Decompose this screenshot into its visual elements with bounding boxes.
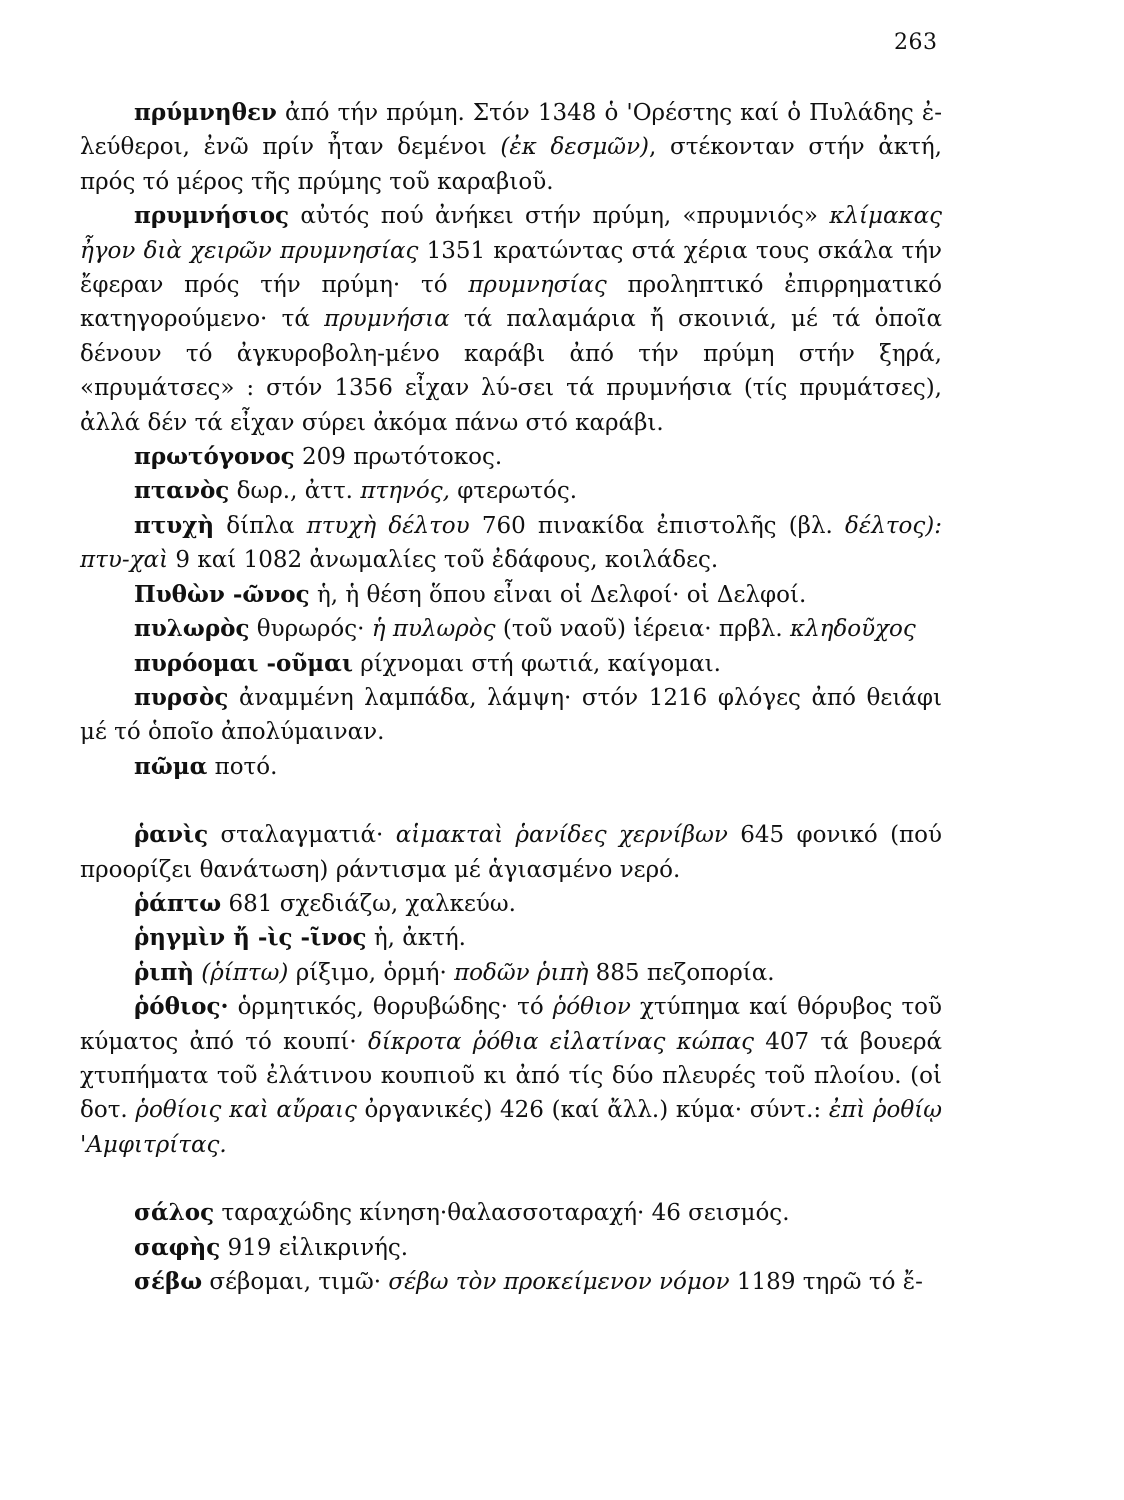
entry-headword: πῶμα (134, 752, 208, 780)
entry-quote: ῥόθιον (552, 994, 631, 1021)
entry-quote: δίκροτα ῥόθια εἰλατίνας κώπας (367, 1028, 755, 1055)
entry-text: 1189 τηρῶ τό ἔ- (729, 1269, 923, 1295)
glossary-text (80, 96, 942, 1299)
entry-quote: κληδοῦχος (790, 616, 916, 643)
entry-quote: ποδῶν ῥιπὴ (454, 959, 589, 986)
entry-text: ταραχώδης κίνηση·θαλασσοταραχή· 46 σεισμός. (214, 1200, 790, 1227)
entry-quote: (ἐκ δεσμῶν) (500, 134, 650, 161)
entry-text: τά παλαμάρια ἤ σκοινιά, μέ τά ὁποῖα δένουν τό ἀγκυροβολη-μένο καράβι ἀπό τήν πρύμη στήν ξηρά, «πρυμάτσες» : στόν 1356 εἶχαν λύ-σει τά πρυμνήσια (τίς πρυμάτσες), ἀλλά δέν τά εἶχαν σύρει ἀκόμα πάνω στό καράβι. (80, 306, 942, 436)
entry-headword: Πυθὼν -ῶνος (134, 580, 310, 608)
entry-quote: (ῥίπτω) (201, 959, 289, 986)
entry-quote: σέβω τὸν προκείμενον νόμον (388, 1269, 730, 1295)
glossary-entry (80, 647, 942, 681)
entry-text: 407 τά βουερά χτυπήματα τοῦ ἐλάτινου κουπιοῦ κι ἀπό τίς δύο πλευρές τοῦ πλοίου. (οἱ δοτ. (80, 1028, 943, 1124)
entry-text: ποτό. (207, 753, 278, 780)
glossary-entry (80, 818, 942, 887)
entry-text: 9 καί 1082 ἀνωμαλίες τοῦ ἐδάφους, κοιλάδες. (168, 547, 719, 574)
entry-headword: ῥανὶς (134, 821, 209, 849)
entry-text: 1351 κρατώντας στά χέρια τους σκάλα τήν ἔφεραν πρός τήν πρύμη· τό (80, 237, 942, 299)
entry-headword: πρωτόγονος (134, 443, 295, 471)
entry-headword: σέβω (134, 1268, 203, 1295)
entry-text: αὐτός πού ἀνήκει στήν πρύμη, «πρυμνιός» (289, 203, 830, 230)
entry-text: θυρωρός· (249, 616, 372, 643)
glossary-entry (80, 887, 942, 921)
glossary-entry (80, 921, 942, 955)
glossary-entry (80, 1231, 942, 1265)
entry-text: 209 πρωτότοκος. (294, 444, 503, 471)
entry-quote: κλίμακας ἦγον διὰ χειρῶν πρυμνησίας (80, 203, 942, 264)
entry-text: ἀπό τήν πρύμη. Στόν 1348 ὁ 'Ορέστης καί ὁ Πυλάδης ἐ-λεύθεροι, ἐνῶ πρίν ἦταν δεμένοι (80, 100, 942, 161)
entry-text: ὁρμητικός, θορυβώδης· τό (228, 994, 553, 1021)
entry-text: ἀναμμένη λαμπάδα, λάμψη· στόν 1216 φλόγες ἀπό θειάφι μέ τό ὁποῖο ἀπολύμαιναν. (80, 684, 942, 746)
entry-quote: ἡ πυλωρὸς (371, 616, 496, 643)
page-number: 263 (894, 30, 938, 55)
entry-headword: πρύμνηθεν (134, 99, 277, 126)
entry-text: δωρ., ἀττ. (229, 478, 361, 505)
glossary-entry (80, 990, 942, 1162)
glossary-entry (80, 612, 942, 646)
entry-text: 885 πεζοπορία. (588, 959, 775, 986)
glossary-entry (80, 509, 942, 578)
entry-text: ρίχνομαι στή φωτιά, καίγομαι. (352, 650, 721, 677)
entry-text: ὀργανικές) 426 (καί ἄλλ.) κύμα· σύντ.: (356, 1097, 829, 1124)
glossary-entry (80, 199, 942, 440)
entry-quote: αἱμακταὶ ῥανίδες χερνίβων (395, 822, 728, 849)
glossary-entry (80, 96, 942, 199)
entry-text: σταλαγματιά· (208, 822, 396, 849)
glossary-entry (80, 578, 942, 612)
entry-quote: ἐπὶ ῥοθίῳ 'Αμφιτρίτας. (80, 1097, 942, 1158)
entry-headword: ῥηγμὶν ἤ -ὶς -ῖνος (134, 924, 367, 952)
entry-headword: πρυμνήσιος (134, 202, 290, 230)
glossary-entry (80, 956, 942, 990)
entry-quote: ῥοθίοις καὶ αὔραις (135, 1097, 357, 1124)
entry-text: ρίξιμο, ὁρμή· (288, 959, 455, 986)
entry-text: δίπλα (214, 512, 307, 539)
glossary-entry (80, 681, 942, 750)
entry-headword: σάλος (134, 1199, 215, 1227)
glossary-entry (80, 1196, 942, 1230)
entry-text: ἡ, ἀκτή. (366, 925, 466, 952)
entry-text: 681 σχεδιάζω, χαλκεύω. (221, 890, 516, 917)
entry-text: 919 εἰλικρινής. (220, 1234, 409, 1261)
entry-text: φτερωτός. (449, 478, 578, 505)
entry-text: ἡ, ἡ θέση ὅπου εἶναι οἱ Δελφοί· οἱ Δελφοί. (309, 581, 807, 608)
entry-quote: πτηνός, (360, 478, 450, 505)
entry-text: σέβομαι, τιμῶ· (202, 1269, 389, 1295)
entry-quote: πτυχὴ δέλτου (306, 512, 470, 539)
glossary-entry (80, 440, 942, 474)
entry-quote: πρυμνησίας (468, 272, 607, 299)
entry-headword: ῥάπτω (134, 889, 222, 917)
entry-text: 645 φονικό (πού προορίζει θανάτωση) ράντισμα μέ ἁγιασμένο νερό. (80, 822, 942, 883)
entry-headword: πυλωρὸς (134, 615, 250, 643)
entry-text: 760 πινακίδα ἐπιστολῆς (βλ. (469, 512, 846, 539)
entry-text: (τοῦ ναοῦ) ἱέρεια· πρβλ. (495, 616, 790, 643)
entry-quote: δέλτος): πτυ-χαὶ (80, 512, 942, 574)
glossary-entry (80, 1265, 942, 1299)
entry-headword: πτανὸς (134, 477, 230, 505)
entry-headword: πυρόομαι -οῦμαι (134, 649, 353, 677)
entry-headword: πυρσὸς (134, 683, 229, 711)
entry-headword: ῥόθιος· (134, 993, 229, 1021)
entry-headword: πτυχὴ (134, 511, 215, 539)
entry-quote: πρυμνήσια (324, 306, 450, 333)
glossary-entry (80, 750, 942, 784)
entry-headword: σαφὴς (134, 1233, 221, 1261)
entry-text: χτύπημα καί θόρυβος τοῦ κύματος ἀπό τό κουπί· (80, 994, 942, 1055)
entry-text: , στέκονταν στήν ἀκτή, πρός τό μέρος τῆς πρύμης τοῦ καραβιοῦ. (80, 134, 942, 195)
glossary-entry (80, 474, 942, 508)
entry-headword: ῥιπὴ (134, 958, 194, 986)
entry-text: προληπτικό ἐπιρρηματικό κατηγορούμενο· τά (80, 272, 942, 333)
